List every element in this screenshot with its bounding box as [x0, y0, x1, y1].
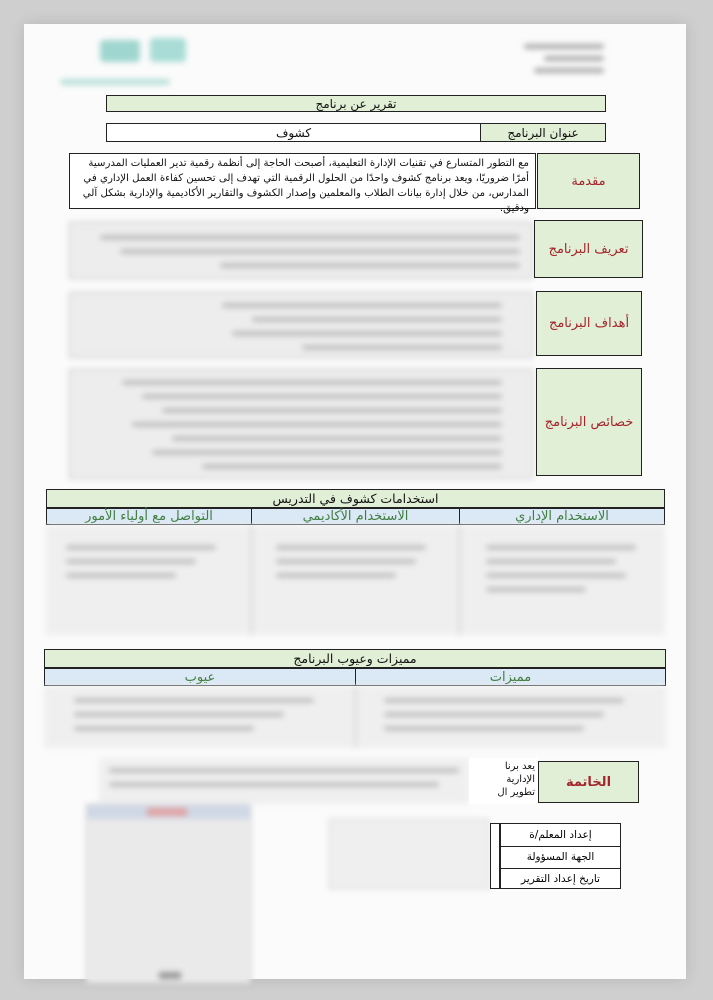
screenshot-image-frame — [86, 804, 251, 984]
uses-col-admin: الاستخدام الإداري — [459, 508, 665, 525]
pros-cons-content — [44, 686, 666, 748]
conclusion-fragment: تطوير ال — [497, 787, 535, 798]
signature-label-teacher: إعداد المعلم/ة — [501, 824, 620, 847]
header-logo-left — [100, 36, 196, 66]
goals-content — [69, 292, 533, 358]
features-content — [69, 369, 533, 479]
cons-column-header: عيوب — [44, 668, 356, 686]
uses-title: استخدامات كشوف في التدريس — [46, 489, 665, 508]
report-page — [24, 24, 686, 979]
header-logo-subtext — [60, 74, 180, 90]
signature-table — [500, 823, 621, 889]
signature-values-area — [329, 819, 489, 889]
conclusion-fragment: يعد برنا — [504, 761, 535, 772]
program-name-label: عنوان البرنامج — [480, 123, 606, 142]
pros-column-header: مميزات — [355, 668, 666, 686]
intro-text: مع التطور المتسارع في تقنيات الإدارة التعليمية، أصبحت الحاجة إلى أنظمة رقمية تدير العمليات المدرسية أمرًا ضروريًا، ويعد برنامج كشوف واحدًا من الحلول الرقمية التي تهدف إلى تحسين كفاءة العمل الإداري في المدارس، من خلال إدارة بيانات الطلاب والمعلمين وإصدار الكشوف والتقارير الأكاديمية والإدارية بشكل آلي ودقيق. — [69, 153, 536, 209]
signature-label-authority: الجهة المسؤولة — [501, 847, 620, 869]
definition-content — [69, 222, 533, 279]
conclusion-label: الخاتمة — [538, 761, 639, 803]
conclusion-content — [99, 758, 469, 804]
report-title: تقرير عن برنامج — [106, 95, 606, 112]
uses-col-parents: التواصل مع أولياء الأمور — [46, 508, 252, 525]
header-right-text — [494, 40, 604, 80]
uses-col-academic: الاستخدام الأكاديمي — [251, 508, 460, 525]
features-label: خصائص البرنامج — [536, 368, 642, 476]
program-name-value: كشوف — [106, 123, 481, 142]
conclusion-visible-text — [469, 758, 538, 804]
conclusion-fragment: الإدارية — [506, 774, 535, 785]
signature-value-cell — [490, 823, 500, 889]
signature-label-date: تاريخ إعداد التقرير — [521, 873, 600, 885]
goals-label: أهداف البرنامج — [536, 291, 642, 356]
intro-label: مقدمة — [537, 153, 640, 209]
definition-label: تعريف البرنامج — [534, 220, 643, 278]
pros-cons-title: مميزات وعيوب البرنامج — [44, 649, 666, 668]
uses-content — [46, 525, 665, 635]
